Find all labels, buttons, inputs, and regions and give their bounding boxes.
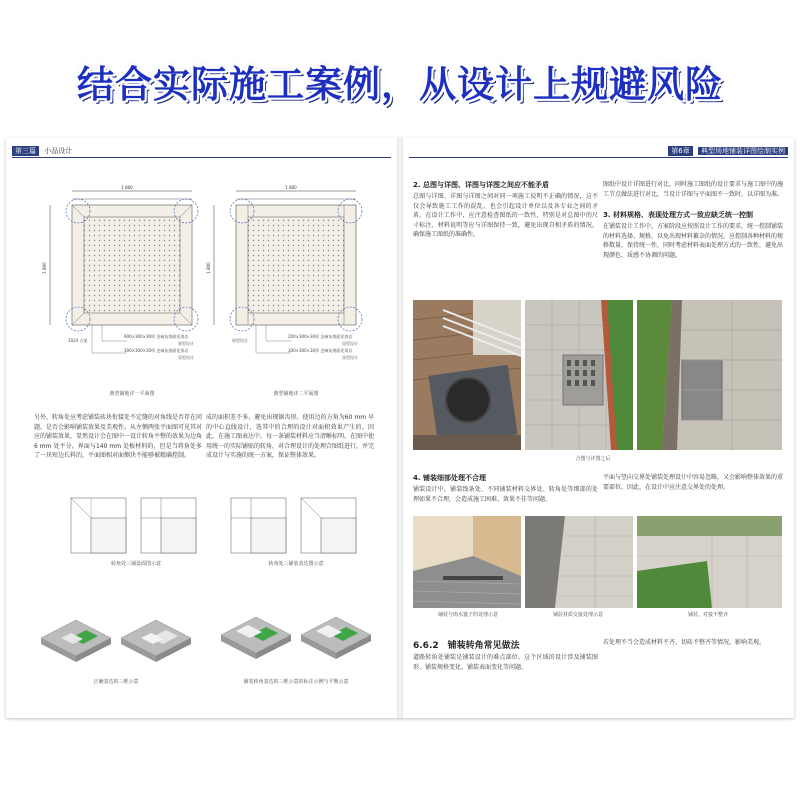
plan1-label-4: 异型设计 [178, 355, 194, 360]
plan2-label-4: 异型设计 [342, 355, 358, 360]
plan1-top-dim: 1 800 [121, 185, 133, 190]
plan2-caption: 典型铺地详二平面图 [273, 391, 319, 397]
section4-heading: 4. 铺装细部处理不合理 [413, 474, 486, 482]
section2-right-paragraph: 图纸中设计详图进行对比，同时施工图纸的设计要求与施工图中的施工节点做法进行对比，当设计详图与平面图不一致时，以详图为准。 [603, 181, 784, 198]
plan1-scale: 1024 方案 [68, 338, 88, 343]
plan1-side-dim: 1 800 [42, 262, 47, 274]
section2-paragraph: 总图与详图、详图与详图之间对同一项施工说明不正确的情况，这不仅会导致施工工作的混乱、也会引起设计单位以及各专业之间的矛盾。在设计工作中，应注意检查图纸的一致性，特别是对总图中的尺寸标注、材料说明等应与详图保持一致，避免出现自相矛盾的情况，确保施工图纸的准确性。 [413, 193, 598, 238]
plan1-label-1: 600×300×30厚 芝麻灰烧面花岗岩 [124, 334, 189, 339]
iso-caption-1: 正确表达的三维示意 [93, 679, 139, 685]
iso-caption-2: 铺装转角表达的三维示意的标注示例与平衡示意 [243, 679, 349, 685]
right-header-title: 典型场地铺装详图绘制实例 [698, 147, 788, 155]
plan1-caption: 典型铺地详一平面图 [109, 391, 155, 397]
plan2-label-2: 异型设计 [342, 341, 358, 346]
plan2-top-dim: 1 800 [285, 185, 297, 190]
plan1-label-3: 300×300×30厚 芝麻灰烧面花岗岩 [124, 348, 189, 353]
section662-heading: 6.6.2 铺装转角常见做法 [413, 641, 520, 651]
left-header-tag: 第三篇 [12, 146, 39, 156]
section2-heading: 2. 总图与详图、详图与详图之间应不能矛盾 [413, 181, 549, 189]
plan2-label-3: 300×300×30厚 芝麻灰烧面花岗岩 [288, 348, 353, 353]
plan2-label-1: 200×300×30厚 芝麻灰烧面花岗岩 [288, 334, 353, 339]
corner-caption-1: 转角处三铺设面图示意 [110, 561, 161, 567]
left-header-rule [12, 157, 391, 158]
right-header-tag: 第6章 [668, 146, 692, 156]
photo-manhole-cover [413, 300, 521, 450]
photo3-caption: 铺装材质交接处理示意 [552, 612, 603, 618]
section662-right-paragraph: 若处理不当会造成材料不齐、切砖不整齐等情况，影响美观。 [603, 639, 766, 646]
section4-paragraph: 铺装设计中，铺装线条处、不同铺装材料交界处、转角处等细部的处理如果不合理，会造成施工困难、效果不佳等问题。 [413, 486, 598, 503]
photo2-caption: 铺装与雨水篦子的处理示意 [437, 612, 498, 618]
left-header-title: 小品设计 [44, 147, 73, 155]
right-header-rule [409, 157, 788, 158]
left-paragraph-1: 另外，转角处应考虑铺装砖块衔接处不定缝的对角线是否存在问题，是否会影响铺装效果及美观性。从左侧两张平面图可见其对应的铺装效果，显然设计会在图中一设计转角平整的效果为边角6 mm 处平分。界面与140 mm 处板材料的，但是当将角处多了一块短边长料的，平面图相对面侧块不能够被精确控制。 [34, 414, 203, 459]
photo-material-joint [525, 516, 633, 608]
photo-drain-grate [525, 300, 633, 450]
photo-misaligned-paving [637, 516, 782, 608]
section662-paragraph: 道路转角处铺装是铺装设计的难点部位。这个区域的设计涉及铺装图形、铺装规格变化、铺装表面变化等问题。 [413, 654, 598, 671]
plan1-label-2: 界型设计 [178, 341, 194, 346]
photo-paving-strip [637, 300, 782, 450]
isometric-diagram-1 [36, 608, 196, 678]
section3-paragraph: 在铺装设计工作中，方案阶段应按照设计工作的要求，统一控制铺装的材料选择、规格，以免出现材料繁杂的情况。应控制各种材料的规格数量，保持统一性，同时考虑材料表面处理方式的一致性，避免出现颜色、质感不协调的问题。 [603, 223, 784, 259]
photo1-caption: 合图与详图之后 [575, 456, 611, 462]
book-spread [6, 138, 794, 718]
plan2-side-dim: 1 800 [206, 262, 211, 274]
right-page [403, 138, 794, 718]
banner-title: 结合实际施工案例，从设计上规避风险 [77, 63, 723, 106]
left-page [6, 138, 397, 718]
left-paragraph-2: 成的面积差不多，避免出现锯齿形。使用边的方角为60 mm 早的中心直线设计，选其中的合理的设计对面积效果产生的。因此，在施工图表达中，每一条铺装材料应当清晰标明。在图中使用统一的实际铺贴的转角，对合理设计的处理合图纸进行，并完成设计与实施的统一方案，保证整体效果。 [206, 414, 375, 459]
photo4-caption: 铺装、对接不整齐 [687, 612, 728, 618]
corner-detail-plans-1 [66, 493, 206, 558]
banner [0, 0, 800, 118]
corner-detail-plans-2 [226, 493, 366, 558]
section4-right-paragraph: 平面与竖向交界处铺装处理设计中容易忽略，又会影响整体效果的重要部位。因此，在设计中应注意交界处的处理。 [603, 474, 784, 491]
isometric-diagram-2 [216, 603, 376, 678]
corner-caption-2: 转角处三铺装表达图示意 [268, 561, 324, 567]
plan2-scale: 界型设计 [232, 338, 248, 343]
photo-drain-pavement [413, 516, 521, 608]
section3-heading: 3. 材料规格、表现处理方式一致应缺乏统一控制 [603, 211, 753, 219]
